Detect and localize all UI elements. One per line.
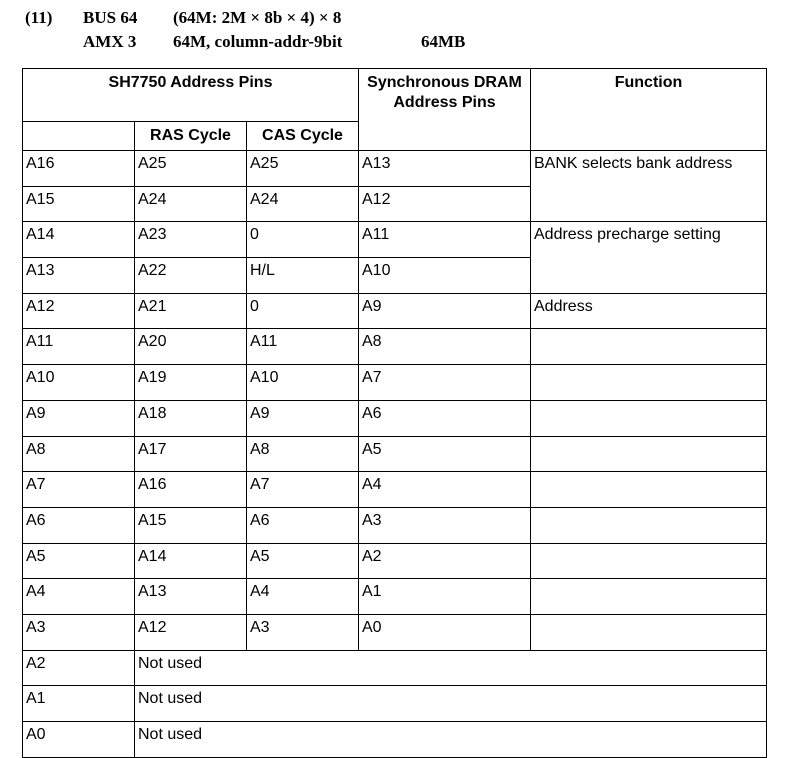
memory-size: 64MB	[421, 32, 466, 51]
ras-cycle-cell: A21	[135, 293, 247, 329]
table-row	[23, 329, 767, 365]
dram-pin-cell: A13	[359, 151, 531, 187]
sh7750-pin-cell: A3	[23, 614, 135, 650]
dram-pin-cell: A6	[359, 400, 531, 436]
sh7750-pin-cell: A5	[23, 543, 135, 579]
section-number: (11)	[25, 8, 53, 27]
ras-cycle-cell: A23	[135, 222, 247, 258]
sh7750-pin-cell: A6	[23, 507, 135, 543]
function-bank-cell: BANK selects bank address	[531, 151, 767, 222]
header-empty	[23, 122, 135, 151]
dram-pin-cell: A0	[359, 614, 531, 650]
sh7750-pin-cell: A2	[23, 650, 135, 686]
cas-cycle-cell: 0	[247, 293, 359, 329]
sh7750-pin-cell: A1	[23, 686, 135, 722]
sh7750-pin-cell: A4	[23, 579, 135, 615]
sh7750-pin-cell: A8	[23, 436, 135, 472]
function-empty-cell	[531, 472, 767, 508]
address-pin-table	[22, 68, 767, 758]
sh7750-pin-cell: A15	[23, 186, 135, 222]
table-row	[23, 614, 767, 650]
dram-pin-cell: A7	[359, 365, 531, 401]
sh7750-pin-cell: A10	[23, 365, 135, 401]
function-precharge-cell: Address precharge setting	[531, 222, 767, 293]
dram-pin-cell: A3	[359, 507, 531, 543]
amx-label: AMX 3	[83, 32, 137, 51]
sh7750-pin-cell: A7	[23, 472, 135, 508]
table-row	[23, 543, 767, 579]
table-row	[23, 650, 767, 686]
ras-cycle-cell: A24	[135, 186, 247, 222]
header-ras-cycle: RAS Cycle	[135, 122, 247, 151]
dram-pin-cell: A12	[359, 186, 531, 222]
sh7750-pin-cell: A12	[23, 293, 135, 329]
table-row	[23, 579, 767, 615]
table-row	[23, 436, 767, 472]
sh7750-pin-cell: A13	[23, 258, 135, 294]
dram-pin-cell: A5	[359, 436, 531, 472]
dram-pin-cell: A9	[359, 293, 531, 329]
table-row	[23, 400, 767, 436]
sh7750-pin-cell: A14	[23, 222, 135, 258]
sh7750-pin-cell: A16	[23, 151, 135, 187]
sh7750-pin-cell: A9	[23, 400, 135, 436]
ras-cycle-cell: A16	[135, 472, 247, 508]
function-empty-cell	[531, 579, 767, 615]
table-row	[23, 222, 767, 258]
not-used-cell: Not used	[135, 650, 767, 686]
table-row	[23, 151, 767, 187]
header-function: Function	[531, 69, 767, 151]
table-row	[23, 686, 767, 722]
table-row	[23, 507, 767, 543]
cas-cycle-cell: A4	[247, 579, 359, 615]
function-empty-cell	[531, 329, 767, 365]
header-dram-pins: Synchronous DRAM Address Pins	[359, 69, 531, 151]
function-empty-cell	[531, 614, 767, 650]
table-row	[23, 293, 767, 329]
memory-config: (64M: 2M × 8b × 4) × 8	[173, 8, 342, 27]
ras-cycle-cell: A18	[135, 400, 247, 436]
cas-cycle-cell: A11	[247, 329, 359, 365]
table-row	[23, 365, 767, 401]
cas-cycle-cell: H/L	[247, 258, 359, 294]
cas-cycle-cell: A9	[247, 400, 359, 436]
function-empty-cell	[531, 365, 767, 401]
bus-label: BUS 64	[83, 8, 138, 27]
cas-cycle-cell: A25	[247, 151, 359, 187]
cas-cycle-cell: A10	[247, 365, 359, 401]
table-row	[23, 472, 767, 508]
cas-cycle-cell: A24	[247, 186, 359, 222]
dram-pin-cell: A4	[359, 472, 531, 508]
table-row	[23, 722, 767, 758]
sh7750-pin-cell: A11	[23, 329, 135, 365]
dram-pin-cell: A10	[359, 258, 531, 294]
cas-cycle-cell: 0	[247, 222, 359, 258]
dram-pin-cell: A1	[359, 579, 531, 615]
ras-cycle-cell: A14	[135, 543, 247, 579]
ras-cycle-cell: A20	[135, 329, 247, 365]
header-cas-cycle: CAS Cycle	[247, 122, 359, 151]
ras-cycle-cell: A17	[135, 436, 247, 472]
dram-pin-cell: A11	[359, 222, 531, 258]
function-empty-cell	[531, 543, 767, 579]
ras-cycle-cell: A12	[135, 614, 247, 650]
ras-cycle-cell: A13	[135, 579, 247, 615]
dram-pin-cell: A2	[359, 543, 531, 579]
function-empty-cell	[531, 436, 767, 472]
function-address-cell: Address	[531, 293, 767, 329]
not-used-cell: Not used	[135, 686, 767, 722]
ras-cycle-cell: A15	[135, 507, 247, 543]
memory-description: 64M, column-addr-9bit	[173, 32, 343, 51]
function-empty-cell	[531, 507, 767, 543]
dram-pin-cell: A8	[359, 329, 531, 365]
cas-cycle-cell: A6	[247, 507, 359, 543]
function-empty-cell	[531, 400, 767, 436]
cas-cycle-cell: A7	[247, 472, 359, 508]
cas-cycle-cell: A8	[247, 436, 359, 472]
ras-cycle-cell: A19	[135, 365, 247, 401]
ras-cycle-cell: A25	[135, 151, 247, 187]
not-used-cell: Not used	[135, 722, 767, 758]
cas-cycle-cell: A5	[247, 543, 359, 579]
sh7750-pin-cell: A0	[23, 722, 135, 758]
ras-cycle-cell: A22	[135, 258, 247, 294]
header-sh7750-pins: SH7750 Address Pins	[23, 69, 359, 122]
cas-cycle-cell: A3	[247, 614, 359, 650]
